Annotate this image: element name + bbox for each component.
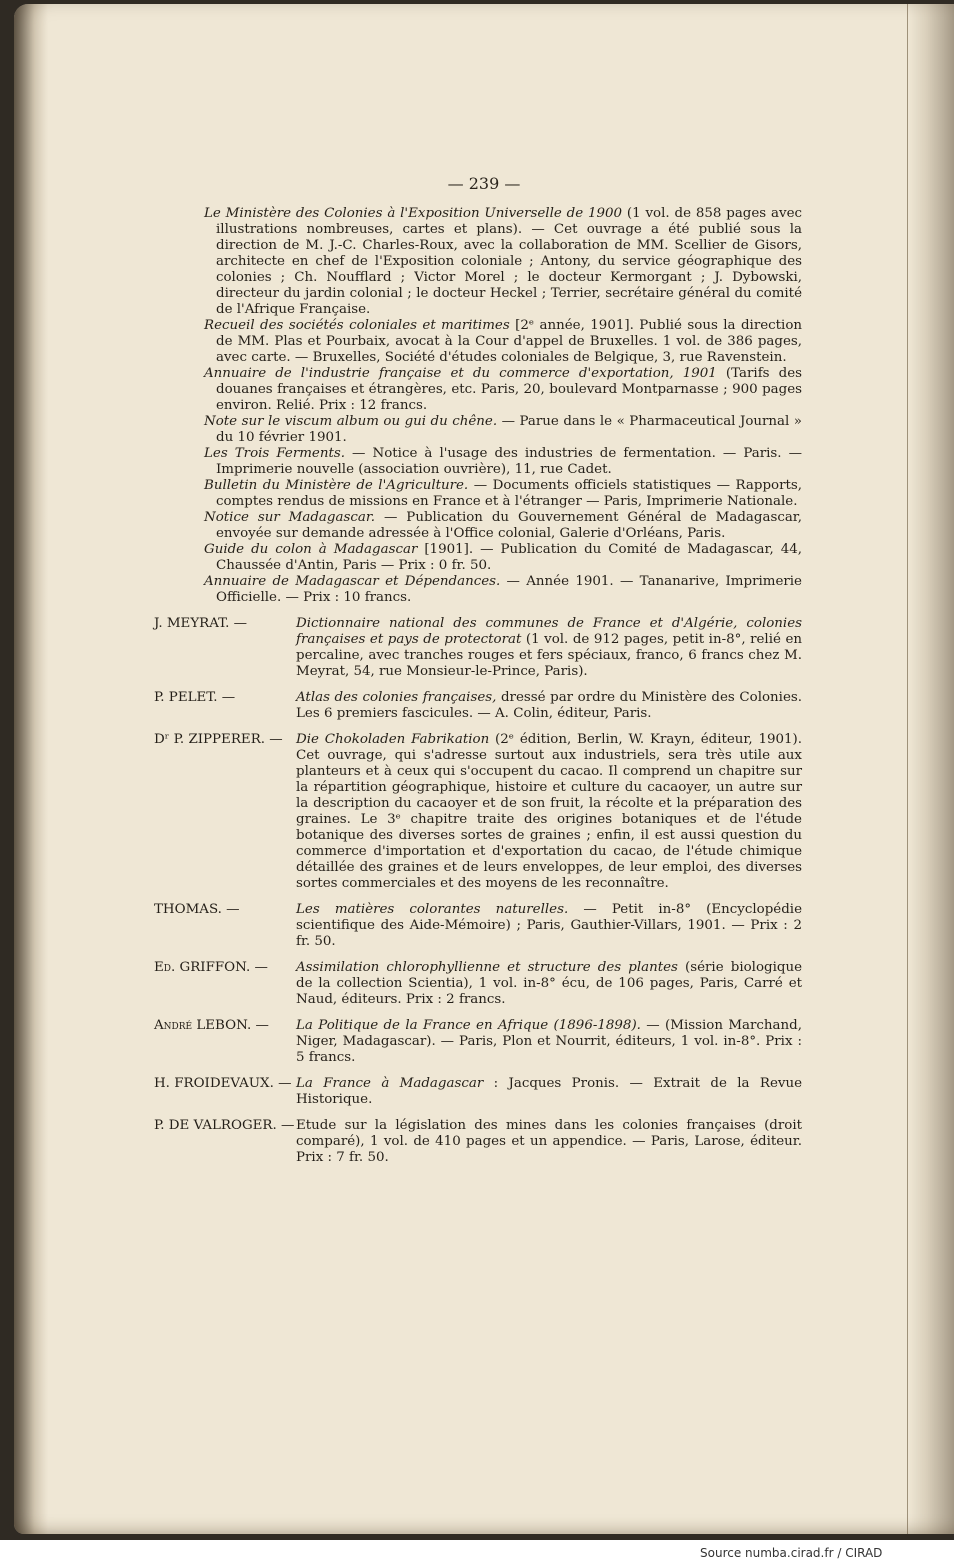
- page-edge: [907, 4, 954, 1534]
- entry-text: — Petit in-8° (Encyclopédie scientifique des Aide-Mémoire) ; Paris, Gauthier-Villars, 1901. — Prix : 2 fr. 50.: [296, 902, 802, 949]
- publication-entry: [154, 542, 802, 574]
- publication-text: — Parue dans le « Pharmaceutical Journal » du 10 février 1901.: [216, 414, 803, 445]
- entry-author: Dʳ P. ZIPPERER. —: [154, 732, 283, 747]
- author-entry: [154, 616, 802, 680]
- source-credit: Source numba.cirad.fr / CIRAD: [700, 1546, 883, 1560]
- entry-author: P. PELET. —: [154, 690, 236, 705]
- entry-text: (série biologique de la collection Scientia), 1 vol. in-8° écu, de 106 pages, Paris, Carré et Naud, éditeurs. Prix : 2 francs.: [296, 960, 802, 1007]
- author-entry-list: [154, 616, 802, 1166]
- entry-author: Ed. GRIFFON. —: [154, 960, 268, 975]
- author-entry: [154, 902, 802, 950]
- publication-entry: [154, 574, 802, 606]
- publication-title: Annuaire de l'industrie française et du commerce d'exportation, 1901: [204, 366, 717, 381]
- entry-author: J. MEYRAT. —: [154, 616, 248, 631]
- entry-text: dressé par ordre du Ministère des Colonies. Les 6 premiers fascicules. — A. Colin, éditeur, Paris.: [296, 690, 802, 721]
- publication-text: [2ᵉ année, 1901]. Publié sous la direction de MM. Plas et Pourbaix, avocat à la Cour d'appel de Bruxelles. 1 vol. de 386 pages, avec carte. — Bruxelles, Société d'études coloniales de Belgique, 3, rue Ravenstein.: [216, 318, 803, 365]
- entry-author: H. FROIDEVAUX. —: [154, 1076, 292, 1091]
- publication-text: — Publication du Gouvernement Général de Madagascar, envoyée sur demande adressée à l'Office colonial, Galerie d'Orléans, Paris.: [216, 510, 802, 541]
- author-entry: [154, 1076, 802, 1108]
- entry-author: THOMAS. —: [154, 902, 240, 917]
- entry-author: P. DE VALROGER. —: [154, 1118, 295, 1133]
- entry-text: — (Mission Marchand, Niger, Madagascar). — Paris, Plon et Nourrit, éditeurs, 1 vol. in-8°. Prix : 5 francs.: [296, 1018, 802, 1065]
- publication-text: (Tarifs des douanes françaises et étrangères, etc. Paris, 20, boulevard Montparnasse ; 900 pages environ. Relié. Prix : 12 francs.: [216, 366, 802, 413]
- publication-text: (1 vol. de 858 pages avec illustrations nombreuses, cartes et plans). — Cet ouvrage a été publié sous la direction de M. J.-C. Charles-Roux, avec la collaboration de MM. Scellier de Gisors, architecte en chef de l'Exposition coloniale ; Antony, du service géographique des colonies ; Ch. Noufflard ; Victor Morel ; le docteur Kermorgant ; J. Dybowski, directeur du jardin colonial ; le docteur Heckel ; Terrier, secrétaire général du comité de l'Afrique Française.: [216, 206, 802, 317]
- author-entry: [154, 1018, 802, 1066]
- publication-title: Annuaire de Madagascar et Dépendances.: [204, 574, 501, 589]
- book-page: [14, 4, 954, 1534]
- entry-text: (2ᵉ édition, Berlin, W. Krayn, éditeur, 1901). Cet ouvrage, qui s'adresse surtout aux industriels, sera très utile aux planteurs et à ceux qui s'occupent du cacao. Il comprend un chapitre sur la répartition géographique, histoire et culture du cacaoyer, un autre sur la description du cacaoyer et de son fruit, la récolte et la préparation des graines. Le 3ᵉ chapitre traite des origines botaniques et de l'étude botanique des diverses sortes de graines ; enfin, il est aussi question du commerce d'importation et d'exportation du cacao, de l'étude chimique détaillée des graines et de leurs enveloppes, de leur emploi, des diverses sortes commerciales et des moyens de les reconnaître.: [296, 732, 802, 891]
- author-entry: [154, 960, 802, 1008]
- publication-title: Bulletin du Ministère de l'Agriculture.: [204, 478, 469, 493]
- publication-text: — Année 1901. — Tananarive, Imprimerie Officielle. — Prix : 10 francs.: [216, 574, 802, 605]
- entry-title: La Politique de la France en Afrique (1896-1898).: [296, 1018, 641, 1033]
- publication-list: [154, 206, 802, 606]
- publication-entry: [154, 318, 802, 366]
- entry-text: (1 vol. de 912 pages, petit in-8°, relié en percaline, avec tranches rouges et fers spéciaux, franco, 6 francs chez M. Meyrat, 54, rue Monsieur-le-Prince, Paris).: [296, 632, 802, 679]
- entry-title: Die Chokoladen Fabrikation: [296, 732, 490, 747]
- entry-title: Dictionnaire national des communes de France et d'Algérie, colonies françaises et pays de protectorat: [296, 616, 802, 647]
- publication-text: [1901]. — Publication du Comité de Madagascar, 44, Chaussée d'Antin, Paris — Prix : 0 fr. 50.: [216, 542, 802, 573]
- entry-title: La France à Madagascar: [296, 1076, 484, 1091]
- publication-title: Guide du colon à Madagascar: [204, 542, 418, 557]
- author-entry: [154, 1118, 802, 1166]
- entry-text: : Jacques Pronis. — Extrait de la Revue Historique.: [296, 1076, 802, 1107]
- publication-entry: [154, 446, 802, 478]
- publication-entry: [154, 510, 802, 542]
- entry-author: André LEBON. —: [154, 1018, 269, 1033]
- page-number: — 239 —: [447, 174, 521, 193]
- publication-text: — Notice à l'usage des industries de fermentation. — Paris. — Imprimerie nouvelle (association ouvrière), 11, rue Cadet.: [216, 446, 803, 477]
- publication-entry: [154, 206, 802, 318]
- entry-title: Les matières colorantes naturelles.: [296, 902, 569, 917]
- publication-title: Notice sur Madagascar.: [204, 510, 376, 525]
- bibliography-list: [154, 206, 802, 1166]
- page-binding-shadow: [14, 4, 48, 1534]
- publication-text: — Documents officiels statistiques — Rapports, comptes rendus de missions en France et à l'étranger — Paris, Imprimerie Nationale.: [216, 478, 802, 509]
- entry-title: Assimilation chlorophyllienne et structure des plantes: [296, 960, 678, 975]
- publication-title: Recueil des sociétés coloniales et maritimes: [204, 318, 510, 333]
- entry-title: Atlas des colonies françaises,: [296, 690, 497, 705]
- author-entry: [154, 690, 802, 722]
- publication-entry: [154, 366, 802, 414]
- publication-entry: [154, 478, 802, 510]
- publication-title: Note sur le viscum album ou gui du chêne.: [204, 414, 498, 429]
- entry-text: Etude sur la législation des mines dans les colonies françaises (droit comparé), 1 vol. de 410 pages et un appendice. — Paris, Larose, éditeur. Prix : 7 fr. 50.: [296, 1118, 802, 1165]
- author-entry: [154, 732, 802, 892]
- publication-title: Le Ministère des Colonies à l'Exposition Universelle de 1900: [204, 206, 623, 221]
- publication-entry: [154, 414, 802, 446]
- publication-title: Les Trois Ferments.: [204, 446, 345, 461]
